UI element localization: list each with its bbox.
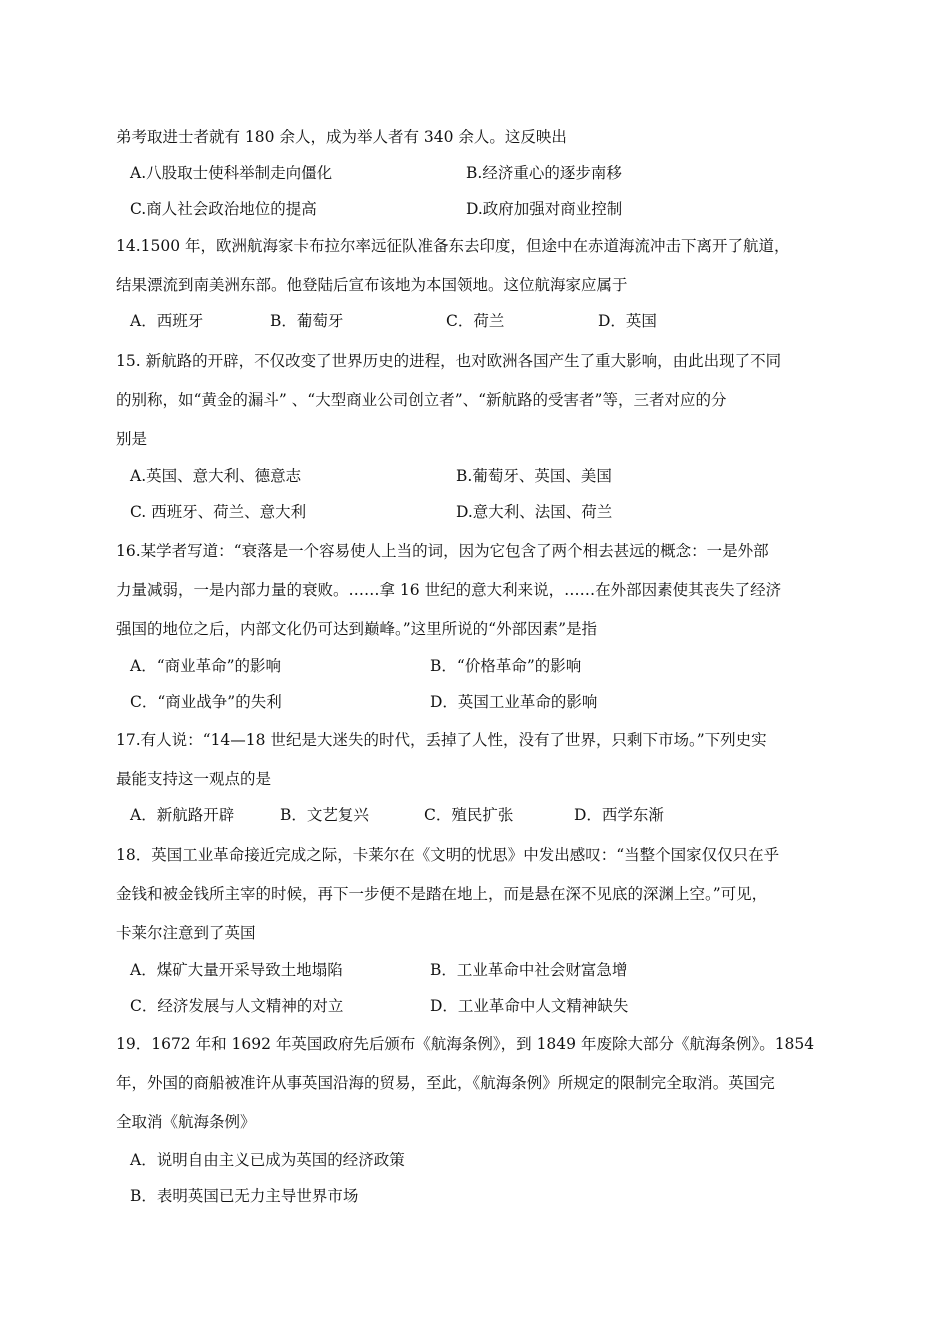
q19-stem-line-3: 全取消《航海条例》 xyxy=(116,1113,256,1131)
q14-option-b: B．葡萄牙 xyxy=(270,312,344,330)
q17-stem-line-1: 17.有人说：“14—18 世纪是大迷失的时代，丢掉了人性，没有了世界，只剩下市场。”下列史实 xyxy=(116,731,767,749)
q15-option-d: D.意大利、法国、荷兰 xyxy=(456,503,613,521)
q15-option-a: A.英国、意大利、德意志 xyxy=(130,467,302,485)
q17-stem-line-2: 最能支持这一观点的是 xyxy=(116,770,272,788)
q18-option-a: A．煤矿大量开采导致土地塌陷 xyxy=(130,961,343,979)
q14-stem-line-2: 结果漂流到南美洲东部。他登陆后宣布该地为本国领地。这位航海家应属于 xyxy=(116,276,628,294)
q13-option-b: B.经济重心的逐步南移 xyxy=(466,164,622,182)
q15-stem-line-1: 15. 新航路的开辟，不仅改变了世界历史的进程，也对欧洲各国产生了重大影响，由此出现了不同 xyxy=(116,352,782,370)
q17-option-d: D．西学东渐 xyxy=(574,806,664,824)
q19-option-a: A．说明自由主义已成为英国的经济政策 xyxy=(130,1151,405,1169)
q15-option-c: C. 西班牙、荷兰、意大利 xyxy=(130,503,307,521)
q16-option-b: B．“价格革命”的影响 xyxy=(430,657,582,675)
q18-stem-line-1: 18．英国工业革命接近完成之际，卡莱尔在《文明的忧思》中发出感叹：“当整个国家仅仅只在乎 xyxy=(116,846,780,864)
q15-stem-line-3: 别是 xyxy=(116,430,148,448)
q16-option-c: C．“商业战争”的失利 xyxy=(130,693,282,711)
q18-option-c: C．经济发展与人文精神的对立 xyxy=(130,997,344,1015)
q15-option-b: B.葡萄牙、英国、美国 xyxy=(456,467,612,485)
q13-option-c: C.商人社会政治地位的提高 xyxy=(130,200,317,218)
q18-stem-line-2: 金钱和被金钱所主宰的时候，再下一步便不是踏在地上，而是悬在深不见底的深渊上空。”可见， xyxy=(116,885,768,903)
q14-option-c: C．荷兰 xyxy=(446,312,505,330)
q18-stem-line-3: 卡莱尔注意到了英国 xyxy=(116,924,256,942)
q16-stem-line-3: 强国的地位之后，内部文化仍可达到巅峰。”这里所说的“外部因素”是指 xyxy=(116,620,598,638)
q19-stem-line-1: 19．1672 年和 1692 年英国政府先后颁布《航海条例》，到 1849 年废除大部分《航海条例》。1854 xyxy=(116,1035,815,1053)
q14-option-d: D．英国 xyxy=(598,312,657,330)
q19-option-b: B．表明英国已无力主导世界市场 xyxy=(130,1187,359,1205)
q14-stem-line-1: 14.1500 年，欧洲航海家卡布拉尔率远征队准备东去印度，但途中在赤道海流冲击下离开了航道， xyxy=(116,237,790,255)
q19-stem-line-2: 年，外国的商船被准许从事英国沿海的贸易，至此，《航海条例》所规定的限制完全取消。英国完 xyxy=(116,1074,775,1092)
q14-option-a: A．西班牙 xyxy=(130,312,204,330)
q16-option-a: A．“商业革命”的影响 xyxy=(130,657,282,675)
q13-option-d: D.政府加强对商业控制 xyxy=(466,200,623,218)
q16-option-d: D．英国工业革命的影响 xyxy=(430,693,598,711)
q18-option-b: B．工业革命中社会财富急增 xyxy=(430,961,628,979)
q13-stem-tail: 弟考取进士者就有 180 余人，成为举人者有 340 余人。这反映出 xyxy=(116,128,567,146)
q13-option-a: A.八股取士使科举制走向僵化 xyxy=(130,164,333,182)
q17-option-a: A．新航路开辟 xyxy=(130,806,235,824)
q16-stem-line-2: 力量减弱，一是内部力量的衰败。……拿 16 世纪的意大利来说，……在外部因素使其丧失了经济 xyxy=(116,581,782,599)
q17-option-b: B．文艺复兴 xyxy=(280,806,369,824)
q18-option-d: D．工业革命中人文精神缺失 xyxy=(430,997,629,1015)
q16-stem-line-1: 16.某学者写道：“衰落是一个容易使人上当的词，因为它包含了两个相去甚远的概念：一是外部 xyxy=(116,542,769,560)
q17-option-c: C．殖民扩张 xyxy=(424,806,514,824)
q15-stem-line-2: 的别称，如“黄金的漏斗” 、“大型商业公司创立者”、“新航路的受害者”等，三者对应的分 xyxy=(116,391,727,409)
